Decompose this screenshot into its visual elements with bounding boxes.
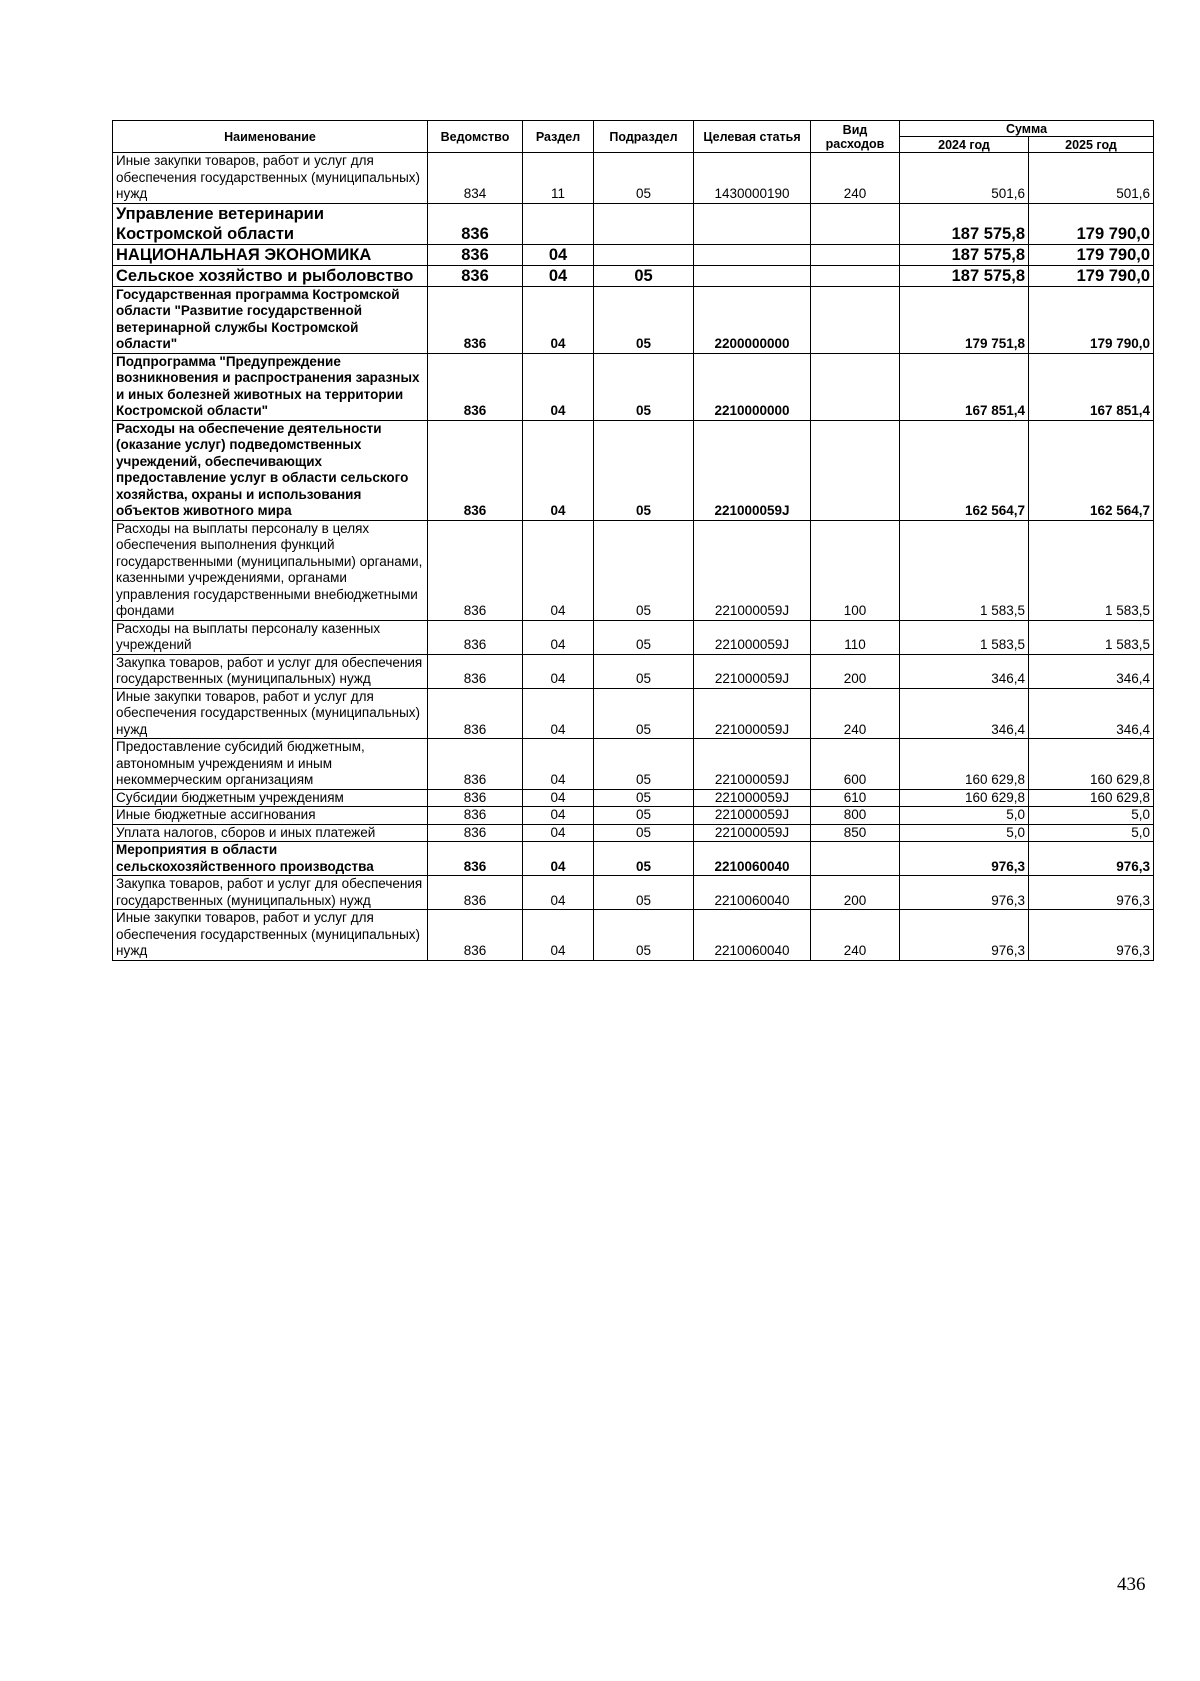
cell-name: Расходы на выплаты персоналу казенных учреждений: [113, 620, 428, 654]
cell-sum-2025: 1 583,5: [1029, 620, 1154, 654]
cell-subsection: 05: [594, 420, 694, 520]
cell-target-article: 221000059J: [694, 654, 811, 688]
cell-sum-2024: 187 575,8: [900, 203, 1029, 244]
cell-section: 04: [523, 420, 594, 520]
cell-sum-2024: 160 629,8: [900, 789, 1029, 807]
cell-department: 836: [428, 688, 523, 739]
cell-section: 04: [523, 824, 594, 842]
cell-target-article: 221000059J: [694, 824, 811, 842]
cell-sum-2024: 160 629,8: [900, 739, 1029, 790]
header-subsection: Подраздел: [594, 121, 694, 153]
table-row: [113, 807, 1154, 825]
cell-section: 04: [523, 265, 594, 286]
cell-sum-2024: 187 575,8: [900, 244, 1029, 265]
cell-expense-type: [811, 420, 900, 520]
cell-sum-2025: 167 851,4: [1029, 353, 1154, 420]
header-year-2025: 2025 год: [1029, 137, 1154, 153]
cell-section: 04: [523, 910, 594, 961]
cell-target-article: [694, 244, 811, 265]
header-department: Ведомство: [428, 121, 523, 153]
cell-section: [523, 203, 594, 244]
cell-department: 836: [428, 910, 523, 961]
cell-department: 836: [428, 654, 523, 688]
cell-sum-2025: 179 790,0: [1029, 286, 1154, 353]
cell-target-article: 2210000000: [694, 353, 811, 420]
cell-name: Закупка товаров, работ и услуг для обеспечения государственных (муниципальных) нужд: [113, 876, 428, 910]
table-row: [113, 688, 1154, 739]
table-row: [113, 244, 1154, 265]
cell-department: 836: [428, 739, 523, 790]
cell-department: 836: [428, 789, 523, 807]
cell-expense-type: 800: [811, 807, 900, 825]
table-row: [113, 876, 1154, 910]
cell-sum-2024: 501,6: [900, 153, 1029, 204]
cell-sum-2024: 976,3: [900, 842, 1029, 876]
cell-subsection: 05: [594, 520, 694, 620]
table-header: [113, 121, 1154, 153]
cell-name: Государственная программа Костромской области "Развитие государственной ветеринарной службы Костромской области": [113, 286, 428, 353]
cell-sum-2024: 976,3: [900, 910, 1029, 961]
cell-name: Субсидии бюджетным учреждениям: [113, 789, 428, 807]
cell-name: Подпрограмма "Предупреждение возникновения и распространения заразных и иных болезней животных на территории Костромской области": [113, 353, 428, 420]
table-row: [113, 824, 1154, 842]
cell-target-article: 221000059J: [694, 739, 811, 790]
cell-sum-2025: 179 790,0: [1029, 265, 1154, 286]
cell-section: 04: [523, 876, 594, 910]
cell-sum-2025: 160 629,8: [1029, 789, 1154, 807]
cell-target-article: 221000059J: [694, 807, 811, 825]
cell-subsection: 05: [594, 807, 694, 825]
cell-name: Иные закупки товаров, работ и услуг для обеспечения государственных (муниципальных) нужд: [113, 910, 428, 961]
cell-department: 836: [428, 824, 523, 842]
cell-expense-type: 600: [811, 739, 900, 790]
table-row: [113, 265, 1154, 286]
table-body: [113, 153, 1154, 961]
table-row: [113, 739, 1154, 790]
cell-subsection: [594, 203, 694, 244]
cell-name: НАЦИОНАЛЬНАЯ ЭКОНОМИКА: [113, 244, 428, 265]
table-row: [113, 842, 1154, 876]
cell-sum-2025: 976,3: [1029, 910, 1154, 961]
cell-sum-2024: 179 751,8: [900, 286, 1029, 353]
cell-sum-2025: 5,0: [1029, 807, 1154, 825]
table-row: [113, 203, 1154, 244]
cell-section: 04: [523, 620, 594, 654]
cell-department: 836: [428, 265, 523, 286]
cell-sum-2025: 976,3: [1029, 842, 1154, 876]
cell-name: Управление ветеринарии Костромской области: [113, 203, 428, 244]
table-row: [113, 789, 1154, 807]
cell-target-article: 1430000190: [694, 153, 811, 204]
cell-department: 836: [428, 842, 523, 876]
cell-section: 04: [523, 789, 594, 807]
cell-name: Расходы на выплаты персоналу в целях обеспечения выполнения функций государственными (муниципальными) органами, казенными учреждениями, органами управления государственными внебюджетными фондами: [113, 520, 428, 620]
cell-sum-2025: 162 564,7: [1029, 420, 1154, 520]
cell-department: 836: [428, 286, 523, 353]
cell-expense-type: 200: [811, 654, 900, 688]
cell-department: 836: [428, 520, 523, 620]
table-row: [113, 420, 1154, 520]
cell-sum-2025: 1 583,5: [1029, 520, 1154, 620]
cell-sum-2025: 346,4: [1029, 688, 1154, 739]
cell-subsection: 05: [594, 654, 694, 688]
cell-expense-type: 200: [811, 876, 900, 910]
cell-section: 04: [523, 353, 594, 420]
table-row: [113, 153, 1154, 204]
cell-subsection: [594, 244, 694, 265]
cell-subsection: 05: [594, 688, 694, 739]
cell-section: 04: [523, 654, 594, 688]
cell-expense-type: 610: [811, 789, 900, 807]
header-sum: Сумма: [900, 121, 1154, 137]
cell-section: 04: [523, 688, 594, 739]
cell-expense-type: [811, 286, 900, 353]
cell-department: 836: [428, 420, 523, 520]
cell-sum-2025: 976,3: [1029, 876, 1154, 910]
cell-expense-type: 240: [811, 688, 900, 739]
cell-section: 04: [523, 520, 594, 620]
cell-subsection: 05: [594, 876, 694, 910]
cell-section: 04: [523, 842, 594, 876]
cell-section: 04: [523, 807, 594, 825]
cell-target-article: 2210060040: [694, 842, 811, 876]
cell-sum-2024: 162 564,7: [900, 420, 1029, 520]
cell-sum-2024: 187 575,8: [900, 265, 1029, 286]
cell-sum-2024: 976,3: [900, 876, 1029, 910]
cell-subsection: 05: [594, 265, 694, 286]
cell-sum-2025: 346,4: [1029, 654, 1154, 688]
cell-section: 04: [523, 244, 594, 265]
cell-sum-2024: 346,4: [900, 654, 1029, 688]
header-name: Наименование: [113, 121, 428, 153]
cell-name: Уплата налогов, сборов и иных платежей: [113, 824, 428, 842]
table-row: [113, 286, 1154, 353]
cell-department: 836: [428, 620, 523, 654]
cell-sum-2025: 179 790,0: [1029, 203, 1154, 244]
table-row: [113, 353, 1154, 420]
page-number: 436: [1117, 1574, 1146, 1595]
cell-target-article: 221000059J: [694, 789, 811, 807]
cell-department: 834: [428, 153, 523, 204]
cell-subsection: 05: [594, 842, 694, 876]
cell-sum-2024: 1 583,5: [900, 620, 1029, 654]
cell-subsection: 05: [594, 824, 694, 842]
cell-sum-2024: 1 583,5: [900, 520, 1029, 620]
cell-name: Иные бюджетные ассигнования: [113, 807, 428, 825]
header-expense-type: Вид расходов: [811, 121, 900, 153]
cell-expense-type: [811, 265, 900, 286]
cell-subsection: 05: [594, 910, 694, 961]
cell-target-article: [694, 203, 811, 244]
cell-department: 836: [428, 244, 523, 265]
cell-target-article: [694, 265, 811, 286]
cell-target-article: 2200000000: [694, 286, 811, 353]
header-target-article: Целевая статья: [694, 121, 811, 153]
cell-section: 04: [523, 286, 594, 353]
cell-expense-type: 850: [811, 824, 900, 842]
cell-subsection: 05: [594, 353, 694, 420]
cell-department: 836: [428, 203, 523, 244]
cell-section: 11: [523, 153, 594, 204]
cell-subsection: 05: [594, 739, 694, 790]
cell-department: 836: [428, 353, 523, 420]
cell-expense-type: [811, 244, 900, 265]
cell-subsection: 05: [594, 789, 694, 807]
table-row: [113, 654, 1154, 688]
cell-target-article: 2210060040: [694, 910, 811, 961]
cell-name: Закупка товаров, работ и услуг для обеспечения государственных (муниципальных) нужд: [113, 654, 428, 688]
cell-name: Мероприятия в области сельскохозяйственного производства: [113, 842, 428, 876]
cell-target-article: 221000059J: [694, 520, 811, 620]
cell-expense-type: 110: [811, 620, 900, 654]
cell-sum-2024: 5,0: [900, 824, 1029, 842]
cell-expense-type: 240: [811, 153, 900, 204]
cell-sum-2025: 501,6: [1029, 153, 1154, 204]
table-row: [113, 520, 1154, 620]
cell-subsection: 05: [594, 620, 694, 654]
header-section: Раздел: [523, 121, 594, 153]
cell-target-article: 221000059J: [694, 620, 811, 654]
cell-target-article: 2210060040: [694, 876, 811, 910]
cell-subsection: 05: [594, 286, 694, 353]
cell-section: 04: [523, 739, 594, 790]
cell-expense-type: [811, 842, 900, 876]
cell-expense-type: 100: [811, 520, 900, 620]
cell-sum-2024: 346,4: [900, 688, 1029, 739]
cell-name: Сельское хозяйство и рыболовство: [113, 265, 428, 286]
cell-expense-type: [811, 203, 900, 244]
cell-subsection: 05: [594, 153, 694, 204]
cell-name: Иные закупки товаров, работ и услуг для обеспечения государственных (муниципальных) нужд: [113, 688, 428, 739]
cell-department: 836: [428, 876, 523, 910]
cell-name: Предоставление субсидий бюджетным, автономным учреждениям и иным некоммерческим организациям: [113, 739, 428, 790]
budget-table: [112, 120, 1154, 961]
header-year-2024: 2024 год: [900, 137, 1029, 153]
cell-sum-2024: 167 851,4: [900, 353, 1029, 420]
cell-sum-2025: 160 629,8: [1029, 739, 1154, 790]
cell-expense-type: [811, 353, 900, 420]
cell-target-article: 221000059J: [694, 688, 811, 739]
cell-expense-type: 240: [811, 910, 900, 961]
table-row: [113, 620, 1154, 654]
cell-target-article: 221000059J: [694, 420, 811, 520]
cell-sum-2025: 5,0: [1029, 824, 1154, 842]
cell-sum-2024: 5,0: [900, 807, 1029, 825]
table-row: [113, 910, 1154, 961]
cell-name: Иные закупки товаров, работ и услуг для обеспечения государственных (муниципальных) нужд: [113, 153, 428, 204]
cell-department: 836: [428, 807, 523, 825]
cell-sum-2025: 179 790,0: [1029, 244, 1154, 265]
cell-name: Расходы на обеспечение деятельности (оказание услуг) подведомственных учреждений, обеспечивающих предоставление услуг в области сельского хозяйства, охраны и использования объектов животного мира: [113, 420, 428, 520]
